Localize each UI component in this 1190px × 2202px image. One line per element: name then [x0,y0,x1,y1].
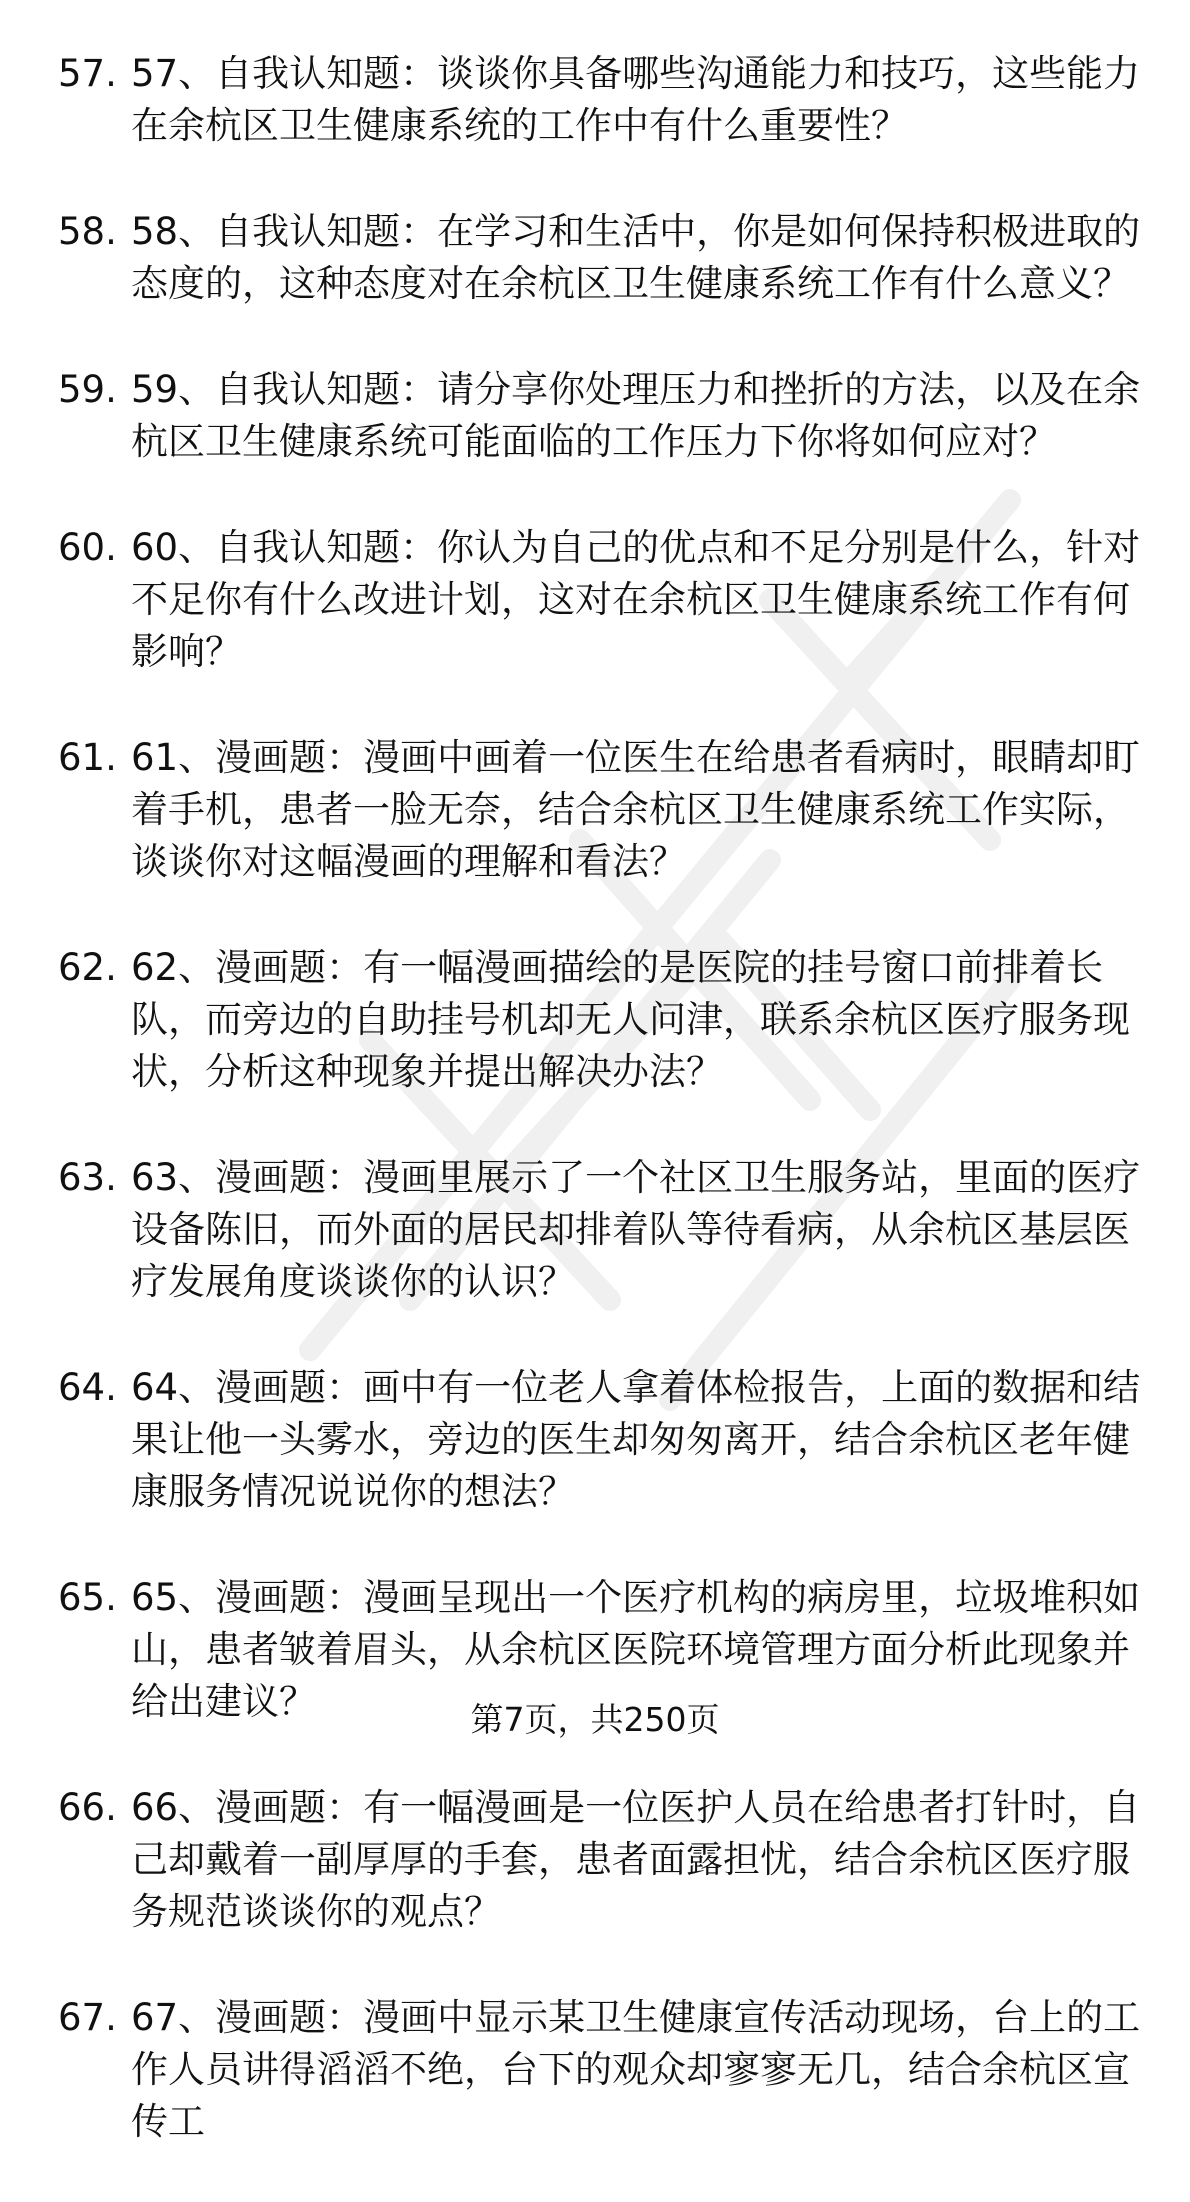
item-number: 57. [58,52,117,95]
item-number: 64. [58,1366,117,1409]
item-number: 63. [58,1156,117,1199]
item-number: 65. [58,1576,117,1619]
page-footer: 第7页，共250页 [470,1700,720,1739]
list-item [0,732,1190,888]
list-item [0,1992,1190,2148]
question-text: 59、自我认知题：请分享你处理压力和挫折的方法，以及在余杭区卫生健康系统可能面临的工作压力下你将如何应对？ [131,368,1141,463]
question-list [0,48,1190,2202]
question-text: 62、漫画题：有一幅漫画描绘的是医院的挂号窗口前排着长队，而旁边的自助挂号机却无人问津，联系余杭区医疗服务现状，分析这种现象并提出解决办法？ [131,946,1130,1093]
item-number: 66. [58,1786,117,1829]
question-text: 63、漫画题：漫画里展示了一个社区卫生服务站，里面的医疗设备陈旧，而外面的居民却排着队等待看病，从余杭区基层医疗发展角度谈谈你的认识？ [131,1156,1141,1303]
list-item [0,1782,1190,1938]
list-item [0,1362,1190,1518]
list-item [0,364,1190,468]
item-number: 61. [58,736,117,779]
question-text: 57、自我认知题：谈谈你具备哪些沟通能力和技巧，这些能力在余杭区卫生健康系统的工作中有什么重要性？ [131,52,1141,147]
question-text: 66、漫画题：有一幅漫画是一位医护人员在给患者打针时，自己却戴着一副厚厚的手套，患者面露担忧，结合余杭区医疗服务规范谈谈你的观点？ [131,1786,1141,1933]
item-number: 67. [58,1996,117,2039]
item-number: 58. [58,210,117,253]
item-number: 59. [58,368,117,411]
question-text: 60、自我认知题：你认为自己的优点和不足分别是什么，针对不足你有什么改进计划，这对在余杭区卫生健康系统工作有何影响？ [131,526,1141,673]
question-text: 61、漫画题：漫画中画着一位医生在给患者看病时，眼睛却盯着手机，患者一脸无奈，结合余杭区卫生健康系统工作实际，谈谈你对这幅漫画的理解和看法？ [131,736,1141,883]
list-item [0,48,1190,152]
list-item [0,1152,1190,1308]
list-item [0,522,1190,678]
item-number: 60. [58,526,117,569]
question-text: 58、自我认知题：在学习和生活中，你是如何保持积极进取的态度的，这种态度对在余杭区卫生健康系统工作有什么意义？ [131,210,1141,305]
item-number: 62. [58,946,117,989]
question-text: 65、漫画题：漫画呈现出一个医疗机构的病房里，垃圾堆积如山，患者皱着眉头，从余杭区医院环境管理方面分析此现象并给出建议？ [131,1576,1141,1723]
list-item [0,206,1190,310]
question-text: 64、漫画题：画中有一位老人拿着体检报告，上面的数据和结果让他一头雾水，旁边的医生却匆匆离开，结合余杭区老年健康服务情况说说你的想法？ [131,1366,1141,1513]
question-text: 67、漫画题：漫画中显示某卫生健康宣传活动现场，台上的工作人员讲得滔滔不绝，台下的观众却寥寥无几，结合余杭区宣传工 [131,1996,1141,2143]
list-item [0,942,1190,1098]
